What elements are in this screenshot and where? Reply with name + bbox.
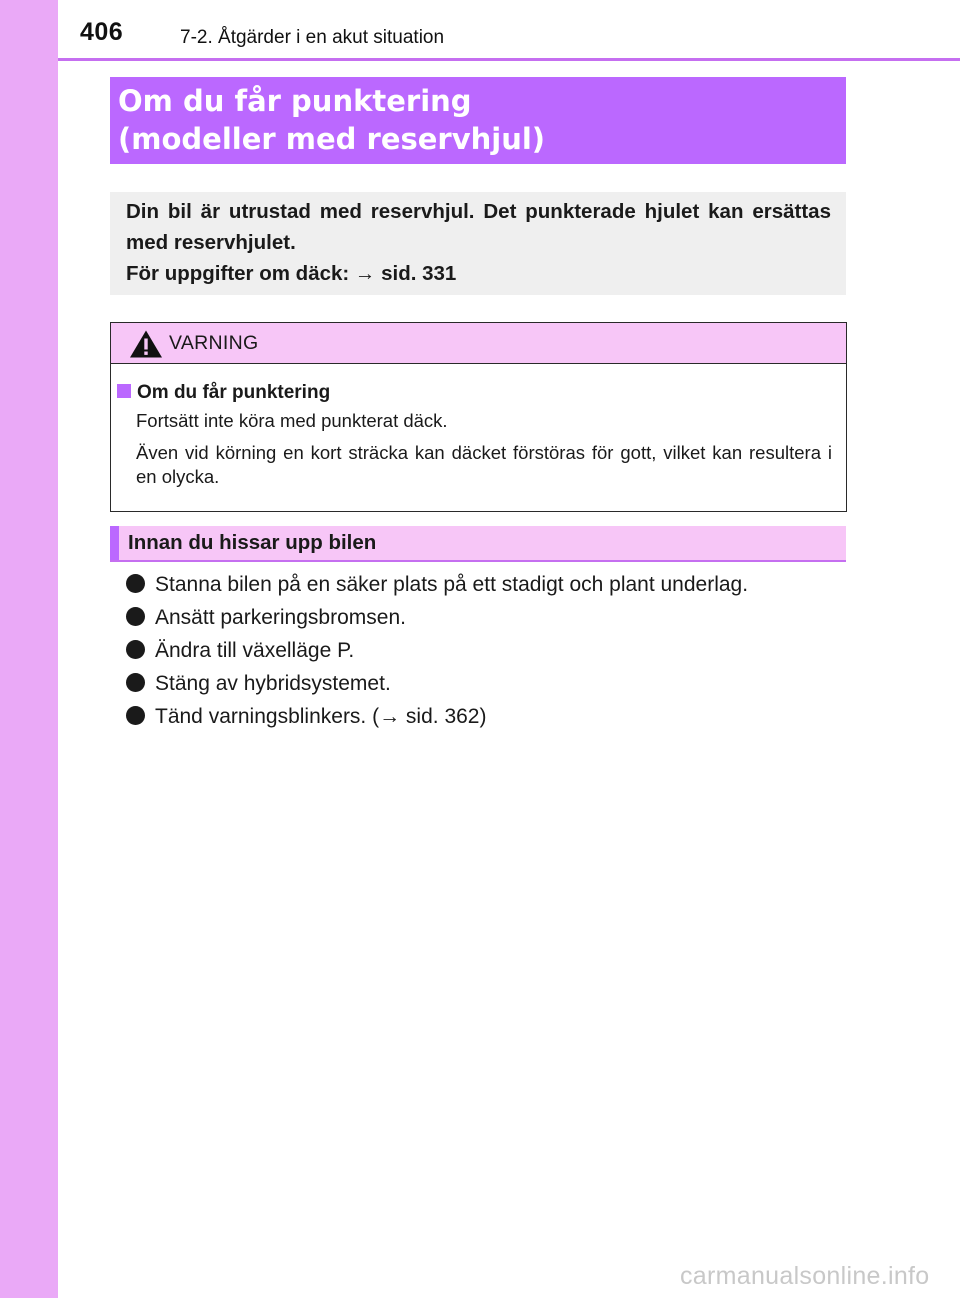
header-divider	[58, 58, 960, 61]
warning-triangle-icon	[129, 329, 163, 359]
section-title: 7-2. Åtgärder i en akut situation	[180, 27, 445, 48]
list-item	[126, 601, 846, 634]
title-box	[110, 77, 846, 164]
warning-paragraph: Fortsätt inte köra med punkterat däck.	[136, 410, 448, 431]
warning-paragraph: Även vid körning en kort sträcka kan däcket förstöras för gott, vilket kan resultera i en olycka.	[136, 442, 832, 487]
bullet-dot-icon	[126, 673, 145, 692]
list-item	[126, 568, 846, 601]
before-jacking-list	[126, 568, 846, 733]
list-item-text: Stanna bilen på en säker plats på ett stadigt och plant underlag.	[155, 573, 749, 596]
list-item-text: Ansätt parkeringsbromsen.	[155, 606, 406, 629]
bullet-dot-icon	[126, 640, 145, 659]
bullet-dot-icon	[126, 706, 145, 725]
warning-subheading-text: Om du får punktering	[137, 382, 331, 403]
title-line-2: (modeller med reservhjul)	[118, 122, 546, 156]
list-item-text: Ändra till växelläge P.	[155, 639, 355, 662]
list-item	[126, 667, 846, 700]
title-line-1: Om du får punktering	[118, 84, 472, 118]
intro-reference: För uppgifter om däck: → sid. 331	[126, 262, 457, 285]
list-item-text: Tänd varningsblinkers. (→ sid. 362)	[155, 705, 487, 728]
intro-box	[110, 192, 846, 295]
page-number: 406	[80, 18, 124, 46]
before-jacking-heading	[110, 526, 846, 562]
list-item	[126, 700, 846, 733]
before-jacking-heading-text: Innan du hissar upp bilen	[128, 531, 377, 554]
warning-label: VARNING	[169, 332, 259, 354]
square-bullet-icon	[117, 384, 131, 398]
warning-box	[110, 322, 847, 512]
bullet-dot-icon	[126, 607, 145, 626]
list-item-text: Stäng av hybridsystemet.	[155, 672, 391, 695]
warning-header	[111, 323, 846, 364]
list-item	[126, 634, 846, 667]
heading-accent-bar	[110, 526, 119, 560]
warning-body	[111, 364, 846, 489]
watermark: carmanualsonline.info	[680, 1262, 930, 1290]
warning-subheading	[117, 380, 832, 406]
bullet-dot-icon	[126, 574, 145, 593]
side-strip	[0, 0, 58, 1298]
intro-text: Din bil är utrustad med reservhjul. Det punkterade hjulet kan ersättas med reservhjulet.	[126, 200, 831, 254]
